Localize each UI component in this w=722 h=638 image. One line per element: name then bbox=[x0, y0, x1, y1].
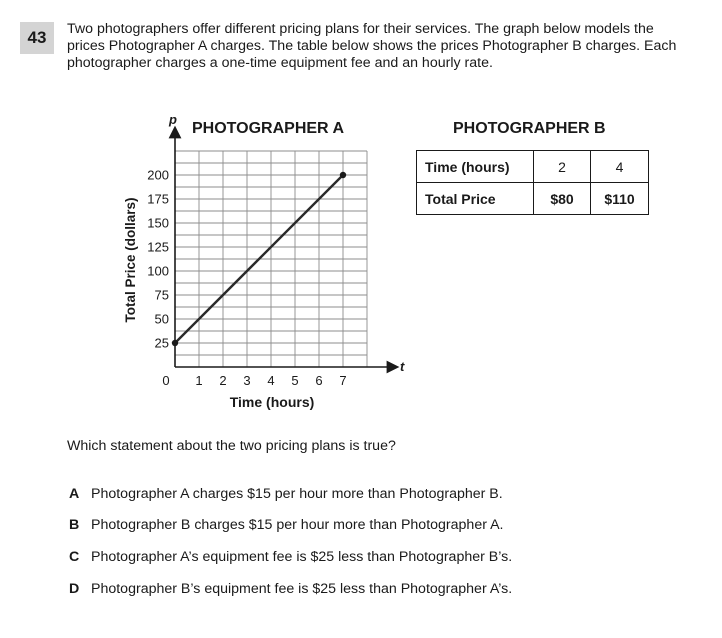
data-point bbox=[172, 340, 178, 346]
y-tick-label: 75 bbox=[154, 287, 169, 303]
y-tick-label: 50 bbox=[154, 311, 169, 327]
table-title: PHOTOGRAPHER B bbox=[453, 120, 606, 137]
x-tick-label: 4 bbox=[267, 373, 275, 388]
x-axis-label: Time (hours) bbox=[229, 394, 315, 410]
table-cell: 4 bbox=[591, 151, 649, 183]
row-header: Total Price bbox=[417, 183, 534, 215]
y-tick-labels bbox=[147, 168, 169, 351]
x-tick-label: 7 bbox=[339, 373, 347, 388]
origin-label: 0 bbox=[162, 373, 170, 388]
table-cell: 2 bbox=[534, 151, 591, 183]
option-letter: D bbox=[69, 581, 80, 597]
y-tick-label: 200 bbox=[147, 167, 169, 183]
y-tick-label: 150 bbox=[147, 215, 169, 231]
x-tick-label: 2 bbox=[219, 373, 227, 388]
table-cell: $80 bbox=[534, 183, 591, 215]
table-row bbox=[417, 183, 649, 215]
option-b[interactable] bbox=[69, 517, 504, 533]
option-letter: C bbox=[69, 549, 80, 565]
option-d[interactable] bbox=[69, 581, 512, 597]
y-tick-label: 100 bbox=[147, 263, 169, 279]
x-tick-label: 6 bbox=[315, 373, 323, 388]
photographer-b-table bbox=[416, 150, 649, 215]
table-row bbox=[417, 151, 649, 183]
data-point bbox=[340, 172, 346, 178]
x-tick-label: 5 bbox=[291, 373, 299, 388]
option-a[interactable] bbox=[69, 486, 503, 502]
x-tick-label: 1 bbox=[195, 373, 203, 388]
chart-grid bbox=[175, 151, 367, 367]
option-letter: B bbox=[69, 517, 80, 533]
y-axis-label: Total Price (dollars) bbox=[123, 197, 138, 323]
option-text: Photographer A charges $15 per hour more than Photographer B. bbox=[91, 486, 503, 502]
option-letter: A bbox=[69, 486, 80, 502]
y-tick-label: 125 bbox=[147, 239, 169, 255]
y-axis-variable: p bbox=[169, 112, 177, 127]
row-header: Time (hours) bbox=[417, 151, 534, 183]
x-axis-variable: t bbox=[400, 359, 405, 374]
table-cell: $110 bbox=[591, 183, 649, 215]
x-tick-label: 3 bbox=[243, 373, 251, 388]
y-tick-label: 175 bbox=[147, 191, 169, 207]
question-ask: Which statement about the two pricing plans is true? bbox=[67, 438, 396, 454]
option-text: Photographer B charges $15 per hour more than Photographer A. bbox=[91, 517, 504, 533]
option-text: Photographer B’s equipment fee is $25 less than Photographer A’s. bbox=[91, 581, 513, 597]
graph-title: PHOTOGRAPHER A bbox=[192, 120, 345, 137]
y-tick-label: 25 bbox=[154, 335, 169, 351]
question-number: 43 bbox=[20, 22, 54, 54]
option-text: Photographer A’s equipment fee is $25 less than Photographer B’s. bbox=[91, 549, 513, 565]
x-tick-labels bbox=[195, 373, 346, 388]
option-c[interactable] bbox=[69, 549, 512, 565]
question-prompt: Two photographers offer different pricing plans for their services. The graph below models the prices Photographer A charges. The table below shows the prices Photographer B charges. Each photographer charges a one-time equipment fee and an hourly rate. bbox=[67, 21, 677, 71]
